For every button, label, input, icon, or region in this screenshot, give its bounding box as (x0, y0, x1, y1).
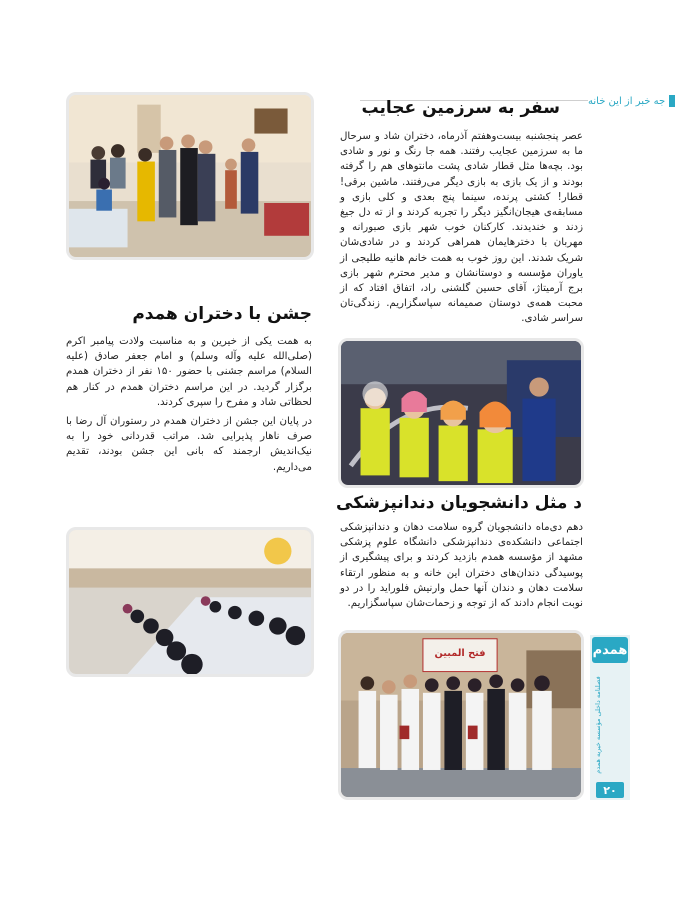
side-caption: فصلنامه داخلی مؤسسه خیریه همدم (594, 676, 602, 774)
article-title-wonderland: سفر به سرزمین عجایب (361, 98, 560, 118)
magazine-logo: همدم (592, 637, 628, 663)
article-body-celebration (66, 334, 312, 479)
photo-dental-students (338, 630, 584, 800)
article-paragraph: دهم دی‌ماه دانشجویان گروه سلامت دهان و دندانپزشکی اجتماعی دانشکده‌ی دندانپزشکی دانشگاه علوم پزشکی مشهد از مؤسسه همدم بازدید کردند و برای پیشگیری از پوسیدگی دندان‌های دختران این خانه و به منظور ارتقاء سلامت دهان و دندان آنها حمل وارنیش فلوراید را در دو نوبت انجام دادند که از توجه و زحمات‌شان سپاسگزاریم. (340, 522, 583, 610)
page-number: ۲۰ (596, 782, 624, 798)
section-header (588, 92, 700, 110)
article-paragraph: به همت یکی از خیرین و به مناسبت ولادت پیامبر اکرم (صلی‌الله علیه وآله وسلم) و امام جعفر صادق (علیه السلام) مراسم جشنی با حضور ۱۵۰ نفر از دختران همدم برگزار گردید. در این مراسم دختران همدم در کنار هم لحظاتی شاد و مفرح را سپری کردند. (66, 336, 312, 408)
article-paragraph: عصر پنجشنبه بیست‌وهفتم آذرماه، دختران شاد و سرحال ما به سرزمین عجایب رفتند. همه جا رنگ و نور و شادی بود. بچه‌ها مثل قطار شادی پشت مانتوهای هم را گرفته بودند و از یک بازی به بازی دیگر می‌رفتند. ماشین برقی! قطار! کشتی پرنده، سینما پنج بعدی و کلی بازی و مسابقه‌ی هیجان‌انگیز دیگر را تجربه کردند و از ته دل جیغ زدند و خندیدند. کارکنان خوب شهر بازی صبورانه و مهربان با دخترهایمان همراهی کردند و در شادی‌شان شریک شدند. این روز خوب به همت خانم هانیه طلیجی از یاوران مؤسسه و دوستانشان و مدیر محترم شهر بازی برج آرمیتاژ، آقای حسین گلشنی راد، اتفاق افتاد که از محبت همه‌ی دوستان صمیمانه سپاسگزاریم. زندگی‌تان سراسر شادی. (340, 131, 583, 325)
photo-restaurant-hall (66, 527, 314, 677)
dental-sign-title: فتح المبین (434, 648, 486, 660)
article-paragraph: در پایان این جشن از دختران همدم در رستوران آل رضا با صرف ناهار پذیرایی شد. مراتب قدردانی خود را به نیک‌اندیش ارجمند که بانی این جشن بودند، تقدیم می‌داریم. (66, 416, 312, 473)
photo-group-hall (66, 92, 314, 260)
photo-girls-playground (338, 338, 584, 488)
article-title-dental: د مثل دانشجویان دندانپزشکی (336, 493, 582, 513)
section-marker (669, 95, 675, 107)
article-body-wonderland (340, 129, 583, 331)
article-body-dental (340, 520, 583, 615)
section-title: جه خبر از این خانه (588, 95, 666, 107)
article-title-celebration: جشن با دختران همدم (132, 304, 312, 324)
